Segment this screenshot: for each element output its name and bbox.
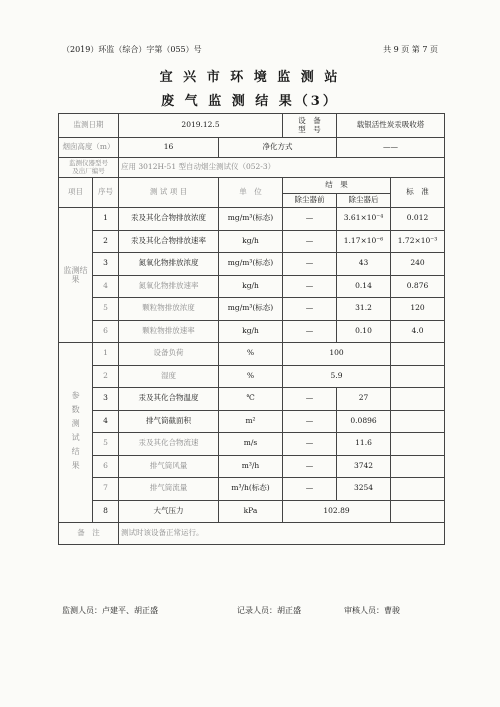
row-standard bbox=[391, 455, 445, 478]
col-item-category: 项目 bbox=[59, 178, 93, 208]
row-after: 31.2 bbox=[337, 298, 391, 321]
row-after: 0.0896 bbox=[337, 410, 391, 433]
table-row bbox=[59, 298, 445, 321]
row-unit: m³/h bbox=[219, 455, 283, 478]
row-before: — bbox=[283, 253, 337, 276]
row-unit: mg/m³(标态) bbox=[219, 208, 283, 231]
report-title: 废 气 监 测 结 果（3） bbox=[161, 94, 339, 109]
row-standard bbox=[391, 410, 445, 433]
table-row bbox=[59, 500, 445, 523]
row-seq: 5 bbox=[93, 433, 119, 456]
row-after: 3.61×10⁻⁴ bbox=[337, 208, 391, 231]
row-item: 汞及其化合物排放浓度 bbox=[119, 208, 219, 231]
row-value: 5.9 bbox=[283, 365, 391, 388]
row-before: — bbox=[283, 320, 337, 343]
row-unit: kg/h bbox=[219, 230, 283, 253]
row-before: — bbox=[283, 208, 337, 231]
row-standard bbox=[391, 343, 445, 366]
col-before: 除尘器前 bbox=[283, 194, 337, 208]
info-row-stack bbox=[59, 138, 445, 158]
row-before: — bbox=[283, 388, 337, 411]
row-standard: 240 bbox=[391, 253, 445, 276]
row-before: — bbox=[283, 455, 337, 478]
row-value: 102.89 bbox=[283, 500, 391, 523]
col-standard: 标 准 bbox=[391, 178, 445, 208]
info-row-date bbox=[59, 114, 445, 138]
reviewer: 审核人员：曹骏 bbox=[344, 606, 400, 615]
row-before: — bbox=[283, 298, 337, 321]
row-after: 3254 bbox=[337, 478, 391, 501]
row-item: 氮氧化物排放速率 bbox=[119, 275, 219, 298]
row-seq: 6 bbox=[93, 455, 119, 478]
row-seq: 3 bbox=[93, 253, 119, 276]
table-row bbox=[59, 388, 445, 411]
row-before: — bbox=[283, 275, 337, 298]
table-row bbox=[59, 230, 445, 253]
row-standard: 0.876 bbox=[391, 275, 445, 298]
stack-height-label: 烟囱高度（m） bbox=[59, 138, 119, 158]
row-after: 3742 bbox=[337, 455, 391, 478]
row-before: — bbox=[283, 410, 337, 433]
row-before: — bbox=[283, 433, 337, 456]
group-label-results: 监测结果 bbox=[59, 208, 93, 343]
monitors: 监测人员：卢建平、胡正盛 bbox=[62, 606, 158, 615]
row-seq: 8 bbox=[93, 500, 119, 523]
row-item: 汞及其化合物温度 bbox=[119, 388, 219, 411]
group-label-params: 参数测试结果 bbox=[59, 343, 93, 523]
row-unit: m² bbox=[219, 410, 283, 433]
table-row bbox=[59, 433, 445, 456]
row-unit: mg/m³(标态) bbox=[219, 253, 283, 276]
row-item: 氮氧化物排放浓度 bbox=[119, 253, 219, 276]
row-item: 设备负荷 bbox=[119, 343, 219, 366]
row-item: 颗粒物排放浓度 bbox=[119, 298, 219, 321]
row-after: 1.17×10⁻⁶ bbox=[337, 230, 391, 253]
device-value: 载银活性炭汞吸收塔 bbox=[337, 114, 445, 138]
date-label: 监测日期 bbox=[59, 114, 119, 138]
row-standard: 1.72×10⁻³ bbox=[391, 230, 445, 253]
row-after: 43 bbox=[337, 253, 391, 276]
org-title: 宜 兴 市 环 境 监 测 站 bbox=[159, 70, 341, 85]
table-row bbox=[59, 253, 445, 276]
col-seq: 序号 bbox=[93, 178, 119, 208]
table-row bbox=[59, 343, 445, 366]
instrument-label: 监测仪器型号 及出厂编号 bbox=[59, 158, 119, 178]
results-table bbox=[58, 113, 445, 545]
remark-label: 备 注 bbox=[59, 523, 119, 545]
column-header-row bbox=[59, 178, 445, 194]
doc-number: （2019）环监（综合）字第（055）号 bbox=[62, 45, 202, 54]
device-label: 设 备 型 号 bbox=[283, 114, 337, 138]
row-seq: 4 bbox=[93, 275, 119, 298]
row-standard: 120 bbox=[391, 298, 445, 321]
signature-line bbox=[62, 605, 438, 619]
row-unit: m³/h(标态) bbox=[219, 478, 283, 501]
row-unit: % bbox=[219, 365, 283, 388]
row-after: 11.6 bbox=[337, 433, 391, 456]
row-seq: 6 bbox=[93, 320, 119, 343]
instrument-value: 应用 3012H-51 型自动烟尘测试仪（052-3） bbox=[119, 158, 445, 178]
table-row bbox=[59, 320, 445, 343]
col-after: 除尘器后 bbox=[337, 194, 391, 208]
table-row bbox=[59, 275, 445, 298]
col-result: 结 果 bbox=[283, 178, 391, 194]
row-standard bbox=[391, 388, 445, 411]
row-before: — bbox=[283, 478, 337, 501]
row-unit: % bbox=[219, 343, 283, 366]
date-value: 2019.12.5 bbox=[119, 114, 283, 138]
document-header bbox=[62, 44, 438, 58]
row-unit: mg/m³(标态) bbox=[219, 298, 283, 321]
row-item: 颗粒物排放速率 bbox=[119, 320, 219, 343]
row-unit: kg/h bbox=[219, 275, 283, 298]
recorder: 记录人员：胡正盛 bbox=[237, 606, 301, 615]
row-standard bbox=[391, 365, 445, 388]
row-item: 排气筒截面积 bbox=[119, 410, 219, 433]
row-value: 100 bbox=[283, 343, 391, 366]
row-standard: 0.012 bbox=[391, 208, 445, 231]
page-info: 共 9 页 第 7 页 bbox=[383, 45, 438, 54]
row-unit: ℃ bbox=[219, 388, 283, 411]
col-unit: 单 位 bbox=[219, 178, 283, 208]
row-standard: 4.0 bbox=[391, 320, 445, 343]
row-item: 排气筒风量 bbox=[119, 455, 219, 478]
row-item: 大气压力 bbox=[119, 500, 219, 523]
row-unit: m/s bbox=[219, 433, 283, 456]
row-unit: kg/h bbox=[219, 320, 283, 343]
row-seq: 5 bbox=[93, 298, 119, 321]
row-standard bbox=[391, 478, 445, 501]
row-standard bbox=[391, 500, 445, 523]
table-row bbox=[59, 208, 445, 231]
table-row bbox=[59, 478, 445, 501]
row-seq: 1 bbox=[93, 208, 119, 231]
row-seq: 2 bbox=[93, 230, 119, 253]
remark-value: 测试时该设备正常运行。 bbox=[119, 523, 445, 545]
row-after: 0.10 bbox=[337, 320, 391, 343]
purify-value: —— bbox=[337, 138, 445, 158]
row-seq: 2 bbox=[93, 365, 119, 388]
row-seq: 4 bbox=[93, 410, 119, 433]
info-row-instrument bbox=[59, 158, 445, 178]
stack-height-value: 16 bbox=[119, 138, 219, 158]
row-after: 0.14 bbox=[337, 275, 391, 298]
remark-row bbox=[59, 523, 445, 545]
row-item: 汞及其化合物排放速率 bbox=[119, 230, 219, 253]
row-standard bbox=[391, 433, 445, 456]
row-item: 汞及其化合物流速 bbox=[119, 433, 219, 456]
row-seq: 3 bbox=[93, 388, 119, 411]
row-before: — bbox=[283, 230, 337, 253]
table-row bbox=[59, 410, 445, 433]
row-after: 27 bbox=[337, 388, 391, 411]
row-unit: kPa bbox=[219, 500, 283, 523]
col-test-item: 测 试 项 目 bbox=[119, 178, 219, 208]
row-item: 排气筒流量 bbox=[119, 478, 219, 501]
purify-label: 净化方式 bbox=[219, 138, 337, 158]
row-item: 湿度 bbox=[119, 365, 219, 388]
row-seq: 7 bbox=[93, 478, 119, 501]
row-seq: 1 bbox=[93, 343, 119, 366]
table-row bbox=[59, 365, 445, 388]
table-row bbox=[59, 455, 445, 478]
